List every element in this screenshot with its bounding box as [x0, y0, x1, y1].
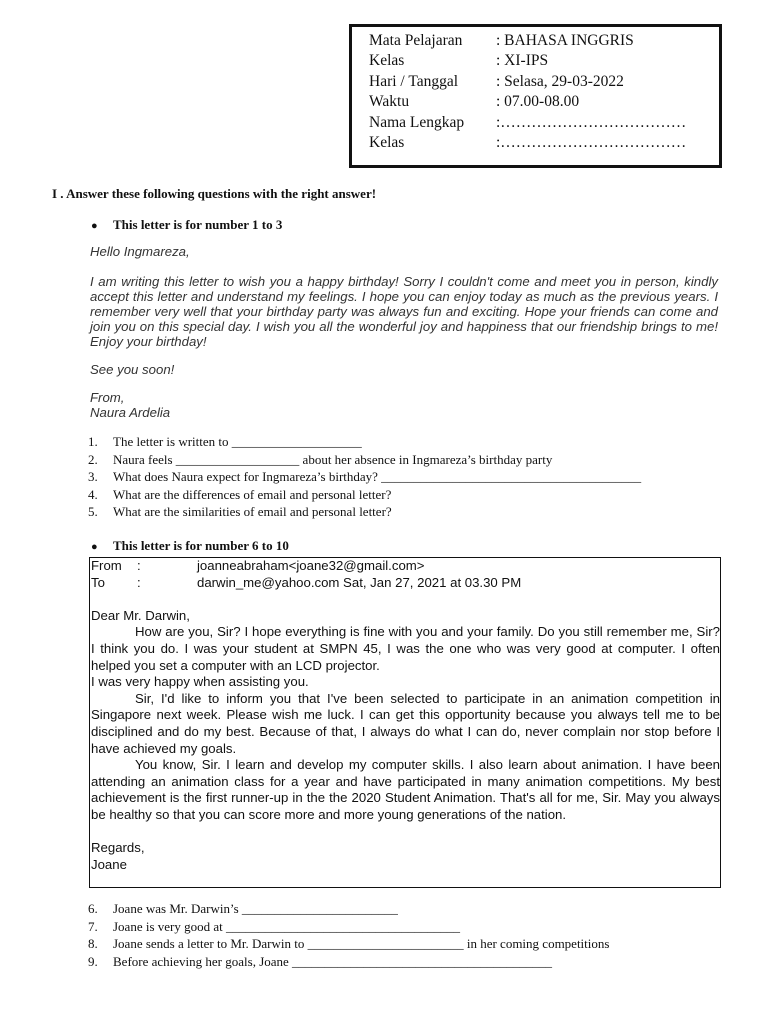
- questions-1-5: [88, 433, 641, 521]
- email-regards: Regards,: [91, 840, 145, 856]
- info-row-class: [369, 51, 719, 71]
- email-paragraph-1b: I was very happy when assisting you.: [91, 674, 309, 690]
- question-item: [88, 433, 641, 451]
- question-text: Before achieving her goals, Joane ________________________________________: [113, 953, 553, 969]
- section2-heading-text: This letter is for number 6 to 10: [113, 538, 289, 553]
- question-text: Joane was Mr. Darwin’s ________________________: [113, 901, 398, 916]
- email-sender: Joane: [91, 856, 127, 872]
- info-label: Nama Lengkap: [369, 113, 465, 131]
- info-row-time: [369, 92, 719, 112]
- question-number: 9.: [88, 953, 98, 969]
- email-from-colon: :: [137, 558, 141, 573]
- question-number: 7.: [88, 918, 98, 934]
- question-text: What are the differences of email and personal letter?: [113, 486, 392, 502]
- letter1-from: From,: [90, 390, 125, 405]
- instruction-heading: I . Answer these following questions with the right answer!: [52, 186, 377, 201]
- letter1-closing: See you soon!: [90, 362, 175, 377]
- email-to-row: [91, 575, 720, 592]
- info-row-fullname: [369, 113, 719, 133]
- info-value: : XI-IPS: [496, 52, 549, 70]
- info-row-class-blank: [369, 133, 719, 153]
- email-to-value: darwin_me@yahoo.com Sat, Jan 27, 2021 at 03.30 PM: [197, 574, 522, 590]
- question-text: Naura feels ___________________ about her absence in Ingmareza’s birthday party: [113, 451, 553, 467]
- bullet-icon: ●: [91, 220, 98, 232]
- question-item: [88, 486, 641, 504]
- question-text: What are the similarities of email and personal letter?: [113, 504, 392, 520]
- info-value: : Selasa, 29-03-2022: [496, 72, 624, 90]
- question-number: 4.: [88, 486, 98, 502]
- letter1-signature: Naura Ardelia: [90, 405, 171, 420]
- section1-heading-text: This letter is for number 1 to 3: [113, 217, 283, 232]
- question-number: 5.: [88, 504, 98, 520]
- question-item: [88, 503, 641, 521]
- question-text: What does Naura expect for Ingmareza’s birthday? ________________________________________: [113, 469, 642, 485]
- info-label: Kelas: [369, 52, 405, 70]
- question-text: Joane is very good at ____________________________________: [113, 918, 461, 934]
- letter1-greeting: Hello Ingmareza,: [90, 244, 190, 259]
- question-number: 1.: [88, 434, 98, 449]
- question-number: 2.: [88, 451, 98, 467]
- letter1-body: I am writing this letter to wish you a happy birthday! Sorry I couldn't come and meet you in person, kindly accept this letter and understand my feelings. I hope you can enjoy today as much as the previous years. I remember very well that your birthday party was always fun and exciting. Hope your friends can come and join you on this special day. I wish you all the wonderful joy and happiness that our friendship brings to me! Enjoy your birthday!: [90, 274, 718, 349]
- question-item: [88, 468, 641, 486]
- info-row-subject: [369, 31, 719, 51]
- bullet-icon: ●: [91, 541, 98, 553]
- email-paragraph-3: You know, Sir. I learn and develop my computer skills. I also learn about animation. I have been attending an animation class for a year and have participated in many animation competitions. My best achievement is the first runner-up in the the 2020 Student Animation. That's all for me, Sir. May you always be healthy so that you can score more and more young generations of the nation.: [91, 757, 720, 822]
- student-info-box: [349, 24, 722, 168]
- question-number: 8.: [88, 936, 98, 952]
- question-number: 6.: [88, 901, 98, 916]
- question-item: [88, 953, 609, 971]
- info-label: Waktu: [369, 93, 410, 111]
- info-value: : 07.00-08.00: [496, 93, 580, 111]
- question-item: [88, 451, 641, 469]
- question-text: Joane sends a letter to Mr. Darwin to ________________________ in her coming competitions: [113, 936, 610, 952]
- question-number: 3.: [88, 469, 98, 485]
- question-item: [88, 935, 609, 953]
- info-label: Kelas: [369, 134, 405, 152]
- section2-heading: [91, 538, 289, 554]
- info-label: Mata Pelajaran: [369, 32, 463, 49]
- section1-heading: [91, 217, 282, 233]
- email-from-value: joanneabraham<joane32@gmail.com>: [197, 558, 425, 573]
- email-letter-box: [89, 557, 721, 888]
- question-text: The letter is written to ____________________: [113, 434, 362, 449]
- info-value: :………………………………: [496, 113, 687, 131]
- email-from-label: From: [91, 558, 122, 573]
- info-label: Hari / Tanggal: [369, 72, 459, 90]
- info-row-date: [369, 72, 719, 92]
- email-to-label: To: [91, 574, 105, 590]
- info-value: :………………………………: [496, 134, 687, 152]
- email-paragraph-2: Sir, I'd like to inform you that I've been selected to participate in an animation competition in Singapore next week. Please wish me luck. I can get this opportunity because you always tell me to be disciplined and do my best. Because of that, I always do what I can do, never complain nor stop before I have achieved my goals.: [91, 690, 720, 756]
- question-item: [88, 918, 609, 936]
- email-paragraph-1: How are you, Sir? I hope everything is fine with you and your family. Do you still remember me, Sir? I think you do. I was your student at SMPN 45, I was the one who was very good at computer. I often helped you set a computer with an LCD projector.: [91, 624, 720, 673]
- email-from-row: [91, 558, 720, 575]
- questions-6-9: [88, 900, 609, 970]
- email-salutation: Dear Mr. Darwin,: [91, 607, 190, 623]
- question-item: [88, 900, 609, 918]
- email-to-colon: :: [137, 574, 141, 590]
- info-value: : BAHASA INGGRIS: [496, 32, 634, 49]
